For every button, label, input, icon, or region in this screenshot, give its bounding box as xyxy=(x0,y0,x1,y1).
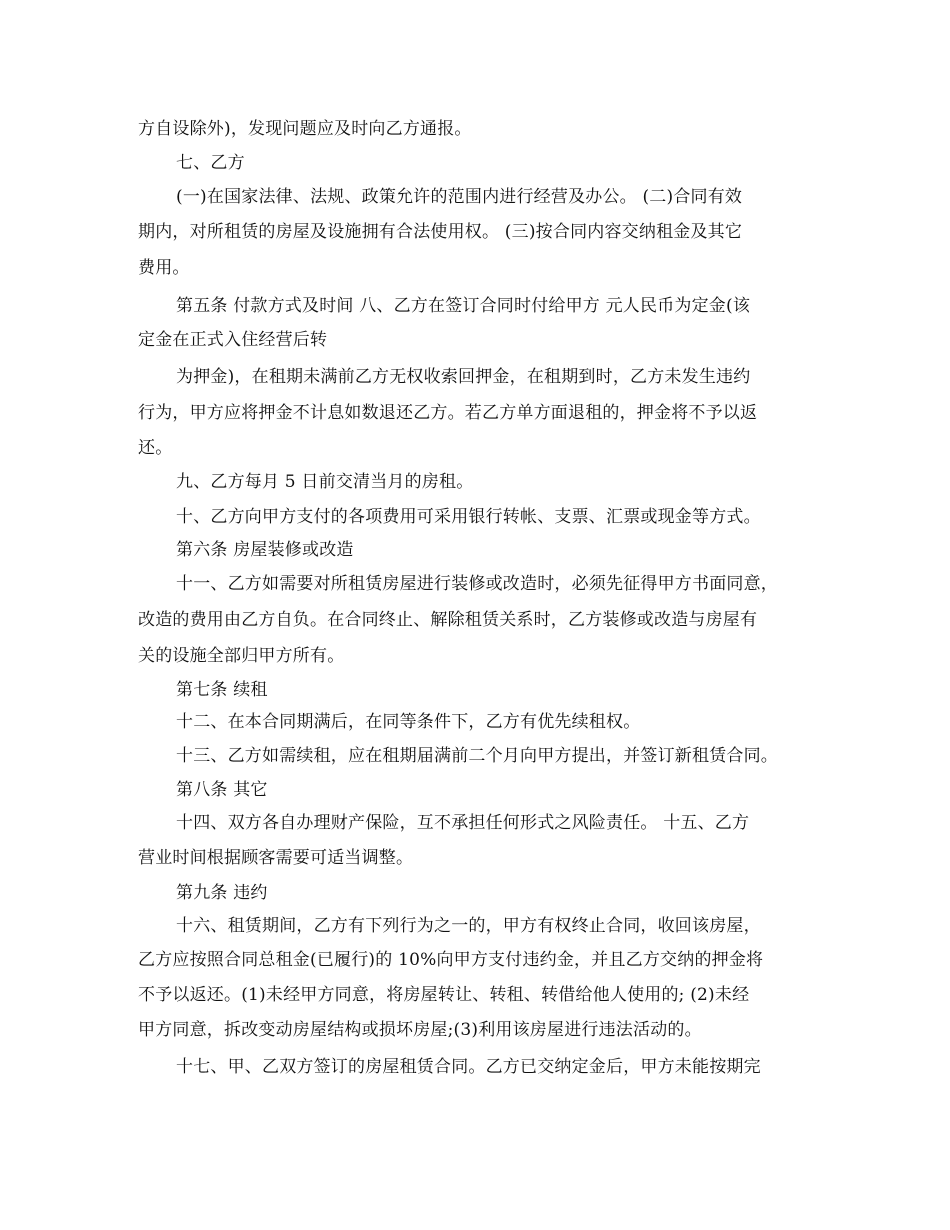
text-line: 定金在正式入住经营后转 xyxy=(138,330,328,350)
article-heading: 第六条 房屋装修或改造 xyxy=(176,540,354,560)
clause-line: 十一、乙方如需要对所租赁房屋进行装修或改造时，必须先征得甲方书面同意， xyxy=(176,574,778,594)
article-heading: 第七条 续租 xyxy=(176,680,268,700)
text-line: 为押金)，在租期未满前乙方无权收索回押金，在租期到时，乙方未发生违约 xyxy=(176,367,751,387)
clause-line: 十二、在本合同期满后，在同等条件下，乙方有优先续租权。 xyxy=(176,712,641,732)
article-heading: 第九条 违约 xyxy=(176,883,268,903)
clause-line: 十四、双方各自办理财产保险，互不承担任何形式之风险责任。 十五、乙方 xyxy=(176,813,750,833)
text-line: 甲方同意，拆改变动房屋结构或损坏房屋;(3)利用该房屋进行违法活动的。 xyxy=(138,1020,702,1040)
text-line: 营业时间根据顾客需要可适当调整。 xyxy=(138,848,414,868)
clause-line: 十三、乙方如需续租，应在租期届满前二个月向甲方提出，并签订新租赁合同。 xyxy=(176,746,778,766)
text-line: 方自设除外)，发现问题应及时向乙方通报。 xyxy=(138,119,472,139)
text-line: 期内，对所租赁的房屋及设施拥有合法使用权。 (三)按合同内容交纳租金及其它 xyxy=(138,222,743,242)
text-line: 行为，甲方应将押金不计息如数退还乙方。若乙方单方面退租的，押金将不予以返 xyxy=(138,403,758,423)
clause-line: 九、乙方每月 5 日前交清当月的房租。 xyxy=(176,472,474,492)
text-line: 费用。 xyxy=(138,258,190,278)
clause-line: 十、乙方向甲方支付的各项费用可采用银行转帐、支票、汇票或现金等方式。 xyxy=(176,507,761,527)
section-heading: 七、乙方 xyxy=(176,153,245,173)
text-line: 乙方应按照合同总租金(已履行)的 10%向甲方支付违约金，并且乙方交纳的押金将 xyxy=(138,950,764,970)
clause-line: 十六、租赁期间，乙方有下列行为之一的，甲方有权终止合同，收回该房屋， xyxy=(176,916,761,936)
text-line: (一)在国家法律、法规、政策允许的范围内进行经营及办公。 (二)合同有效 xyxy=(176,187,743,207)
article-heading: 第八条 其它 xyxy=(176,780,268,800)
article-heading: 第五条 付款方式及时间 八、乙方在签订合同时付给甲方 元人民币为定金(该 xyxy=(176,296,751,316)
text-line: 还。 xyxy=(138,438,173,458)
text-line: 不予以返还。(1)未经甲方同意，将房屋转让、转租、转借给他人使用的; (2)未经 xyxy=(138,985,750,1005)
clause-line: 十七、甲、乙双方签订的房屋租赁合同。乙方已交纳定金后，甲方未能按期完 xyxy=(176,1057,761,1077)
text-line: 关的设施全部归甲方所有。 xyxy=(138,646,345,666)
text-line: 改造的费用由乙方自负。在合同终止、解除租赁关系时，乙方装修或改造与房屋有 xyxy=(138,610,758,630)
